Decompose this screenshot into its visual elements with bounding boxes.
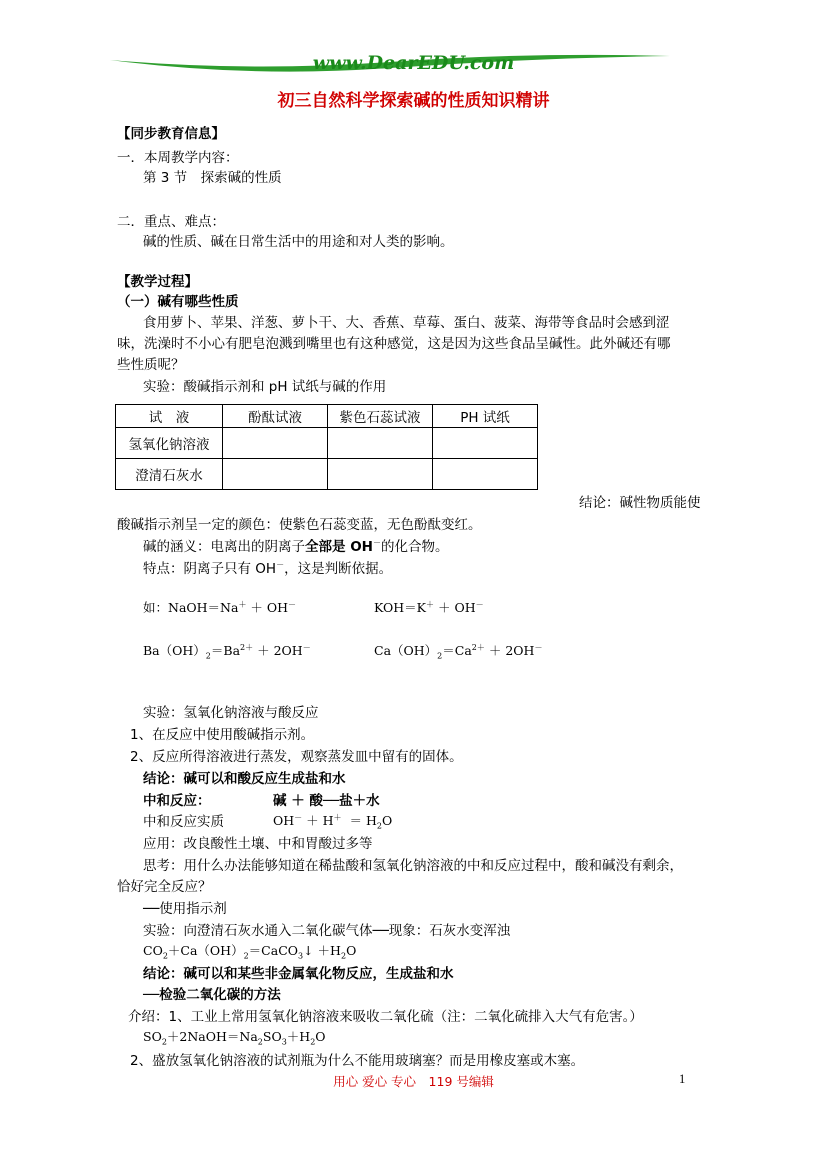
experiment-3: 实验：向澄清石灰水通入二氧化碳气体──现象：石灰水变浑浊	[143, 923, 511, 939]
conclusion-2: 结论：碱可以和酸反应生成盐和水	[143, 771, 346, 787]
text: SO	[143, 1029, 162, 1044]
text: ↓ ＋H	[303, 943, 341, 958]
so2-equation: $SO_2+2NaOH=Na_2SO_3+H_2O$	[143, 1029, 326, 1047]
paragraph-line: 食用萝卜、苹果、洋葱、萝卜干、大、香蕉、草莓、蛋白、菠菜、海带等食品时会感到涩	[143, 315, 670, 331]
subscript: 2	[161, 1037, 167, 1047]
sub1-heading: （一）碱有哪些性质	[117, 294, 239, 310]
superscript: 2＋	[471, 642, 485, 652]
equation-baoh2	[143, 641, 311, 659]
superscript: 2＋	[240, 642, 254, 652]
section2-body: 碱的性质、碱在日常生活中的用途和对人类的影响。	[143, 234, 454, 250]
table-cell	[433, 459, 538, 490]
text: ，这是判断依据。	[284, 561, 393, 577]
text: 特点：阴离子只有 OH	[143, 561, 277, 577]
text: Ba（OH）	[143, 643, 206, 658]
site-url[interactable]: www.DearEDU.com	[312, 52, 515, 74]
table-header: 试 液	[116, 405, 223, 428]
table-cell	[328, 428, 433, 459]
page-number: 1	[679, 1072, 686, 1086]
table-cell	[223, 459, 328, 490]
text: O	[315, 1029, 326, 1044]
essence-label: 中和反应实质	[143, 814, 224, 830]
text: O	[346, 943, 357, 958]
text: ＝Ba	[210, 643, 241, 658]
subscript: 2	[205, 651, 211, 661]
table-row	[116, 459, 538, 490]
subscript: 2	[243, 951, 249, 961]
text: CO	[143, 943, 163, 958]
subscript: 2	[310, 1037, 316, 1047]
conclusion-line: 酸碱指示剂呈一定的颜色：使紫色石蕊变蓝，无色酚酞变红。	[117, 517, 482, 533]
think-line: 思考：用什么办法能够知道在稀盐酸和氢氧化钠溶液的中和反应过程中，酸和碱没有剩余，	[143, 858, 683, 874]
think-line: 恰好完全反应？	[117, 879, 212, 895]
conclusion-line: 结论：碱性物质能使	[579, 495, 701, 511]
subscript: 2	[257, 1037, 263, 1047]
indicator-note: ──使用指示剂	[143, 901, 227, 917]
equation-koh	[374, 598, 484, 616]
subscript: 2	[437, 651, 443, 661]
table-cell	[223, 428, 328, 459]
paragraph-line: 些性质呢？	[117, 357, 185, 373]
table-row	[116, 428, 538, 459]
footer-text: 用心 爱心 专心 119 号编辑	[333, 1074, 494, 1089]
co2-test: ──检验二氧化碳的方法	[143, 987, 281, 1003]
table-cell	[433, 428, 538, 459]
table-header: PH 试纸	[433, 405, 538, 428]
superscript: ＋	[426, 599, 434, 609]
section2-heading: 二．重点、难点：	[117, 214, 225, 230]
page-title: 初三自然科学探索碱的性质知识精讲	[277, 91, 550, 111]
superscript: －	[534, 642, 543, 652]
base-definition	[143, 535, 448, 555]
text: KOH＝K	[374, 600, 426, 615]
table-header-row	[116, 405, 538, 428]
info-heading: 【同步教育信息】	[117, 126, 225, 142]
table-header: 酚酞试液	[223, 405, 328, 428]
experiment-2: 实验：氢氧化钠溶液与酸反应	[143, 705, 319, 721]
superscript: ＋	[238, 599, 247, 609]
superscript: －	[288, 599, 297, 609]
text: OH	[273, 813, 295, 828]
emphasis-text: 全部是 OH	[305, 539, 373, 555]
process-heading: 【教学过程】	[117, 274, 198, 290]
intro-item-2: 2、盛放氢氧化钠溶液的试剂瓶为什么不能用玻璃塞？而是用橡皮塞或木塞。	[130, 1053, 585, 1069]
subscript: 2	[340, 951, 347, 961]
superscript: ＋	[333, 812, 342, 822]
table-header: 紫色石蕊试液	[328, 405, 433, 428]
equation-naoh	[143, 598, 296, 616]
superscript: －	[302, 642, 311, 652]
section1-heading: 一．本周教学内容：	[117, 150, 239, 166]
text: 碱的涵义：电离出的阴离子	[143, 539, 305, 555]
text: O	[381, 813, 393, 828]
step-2: 2、反应所得溶液进行蒸发，观察蒸发皿中留有的固体。	[130, 749, 463, 765]
superscript: －	[294, 812, 303, 822]
base-feature	[143, 557, 392, 577]
table-cell: 氢氧化钠溶液	[116, 428, 223, 459]
superscript: －	[276, 560, 285, 570]
subscript: 2	[162, 951, 168, 961]
step-1: 1、在反应中使用酸碱指示剂。	[130, 727, 315, 743]
paragraph-line: 味，洗澡时不小心有肥皂泡溅到嘴里也有这种感觉，这是因为这些食品呈碱性。此外碱还有哪	[117, 336, 671, 352]
section1-body: 第 3 节 探索碱的性质	[143, 170, 282, 186]
text: ＋Ca（OH）	[167, 943, 244, 958]
superscript: －	[372, 538, 381, 548]
text: ＋ 2OH	[488, 643, 535, 658]
text: SO	[262, 1029, 282, 1044]
text: ＋H	[286, 1029, 311, 1044]
application: 应用：改良酸性土壤、中和胃酸过多等	[143, 836, 373, 852]
text: ＋ H	[306, 813, 334, 828]
text: ＋2NaOH＝Na	[166, 1029, 258, 1044]
reaction-label: 中和反应：	[143, 793, 211, 809]
superscript: －	[475, 599, 484, 609]
indicator-table	[115, 404, 538, 490]
subscript: 2	[376, 821, 382, 831]
text: ＋ 2OH	[257, 643, 303, 658]
intro-item-1: 介绍：1、工业上常用氢氧化钠溶液来吸收二氧化硫（注：二氧化硫排入大气有危害。）	[128, 1009, 643, 1025]
conclusion-3: 结论：碱可以和某些非金属氧化物反应，生成盐和水	[143, 966, 454, 982]
text: ＝CaCO	[248, 943, 299, 958]
text: 的化合物。	[380, 539, 449, 555]
text: ＋ OH	[437, 600, 476, 615]
text: 如：NaOH＝Na	[143, 600, 239, 615]
text: ＝ H	[349, 813, 377, 828]
table-cell: 澄清石灰水	[116, 459, 223, 490]
experiment-1: 实验：酸碱指示剂和 pH 试纸与碱的作用	[143, 379, 387, 395]
equation-caoh2	[374, 641, 542, 659]
text: ＋ OH	[250, 600, 289, 615]
text: Ca（OH）	[374, 643, 438, 658]
co2-equation: $CO_2+Ca(OH)_2=CaCO_3↓ +H_2O$	[143, 943, 357, 961]
text: ＝Ca	[442, 643, 472, 658]
table-cell	[328, 459, 433, 490]
essence-equation	[273, 811, 392, 829]
reaction-equation: 碱 ＋ 酸──盐＋水	[273, 793, 380, 809]
